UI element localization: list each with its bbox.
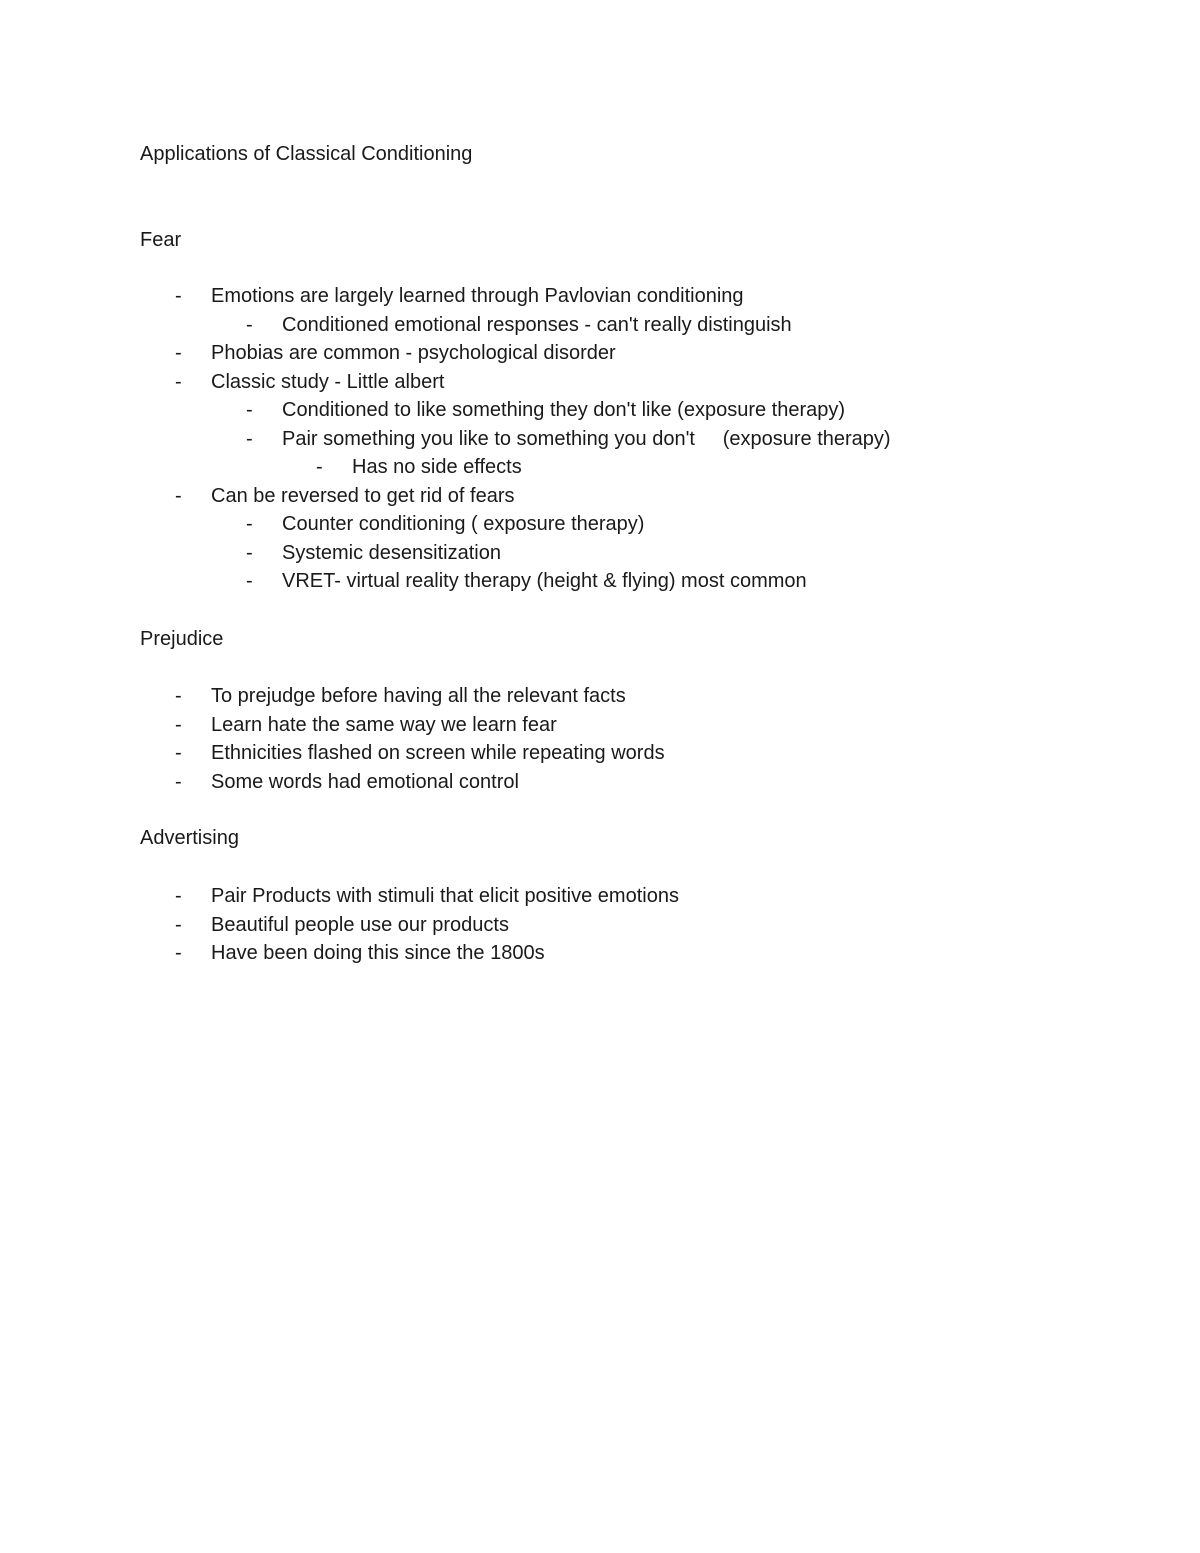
bullet-dash: -	[246, 541, 253, 564]
bullet-dash: -	[175, 942, 182, 964]
list-item-text: VRET- virtual reality therapy (height & flying) most common	[282, 570, 807, 592]
bullet-dash: -	[246, 570, 253, 592]
list-item-text: Ethnicities flashed on screen while repeating words	[211, 742, 665, 764]
list-item-text: Conditioned emotional responses - can't really distinguish	[282, 313, 792, 336]
list-item-text: Classic study - Little albert	[211, 370, 445, 393]
section-heading-fear: Fear	[140, 229, 182, 251]
bullet-dash: -	[175, 742, 182, 764]
bullet-dash: -	[175, 913, 182, 936]
bullet-dash: -	[175, 342, 182, 364]
list-item-text: Have been doing this since the 1800s	[211, 942, 545, 964]
list-item-text: Has no side effects	[352, 456, 522, 478]
list-item-text: Can be reversed to get rid of fears	[211, 484, 515, 507]
list-item-text: Conditioned to like something they don't like (exposure therapy)	[282, 399, 846, 421]
list-item-text: To prejudge before having all the relevant facts	[211, 685, 626, 707]
list-item-text: Counter conditioning ( exposure therapy)	[282, 513, 645, 535]
bullet-dash: -	[246, 427, 253, 450]
section-heading-advertising: Advertising	[140, 827, 239, 849]
bullet-dash: -	[246, 399, 253, 421]
bullet-dash: -	[175, 770, 182, 793]
bullet-dash: -	[246, 313, 253, 336]
list-item-text: Beautiful people use our products	[211, 913, 509, 936]
list-item-text: Phobias are common - psychological disorder	[211, 342, 616, 364]
list-item-text: Pair something you like to something you don't (exposure therapy)	[282, 427, 891, 450]
bullet-dash: -	[175, 484, 182, 507]
list-item-text: Emotions are largely learned through Pavlovian conditioning	[211, 285, 744, 307]
list-item-text: Pair Products with stimuli that elicit positive emotions	[211, 885, 679, 907]
bullet-dash: -	[316, 456, 323, 478]
bullet-dash: -	[175, 885, 182, 907]
bullet-dash: -	[246, 513, 253, 535]
section-heading-prejudice: Prejudice	[140, 628, 224, 650]
bullet-dash: -	[175, 370, 182, 393]
list-item-text: Learn hate the same way we learn fear	[211, 713, 557, 736]
bullet-dash: -	[175, 285, 182, 307]
document-title: Applications of Classical Conditioning	[140, 143, 473, 165]
list-item-text: Some words had emotional control	[211, 770, 519, 793]
list-item-text: Systemic desensitization	[282, 541, 501, 564]
bullet-dash: -	[175, 713, 182, 736]
bullet-dash: -	[175, 685, 182, 707]
